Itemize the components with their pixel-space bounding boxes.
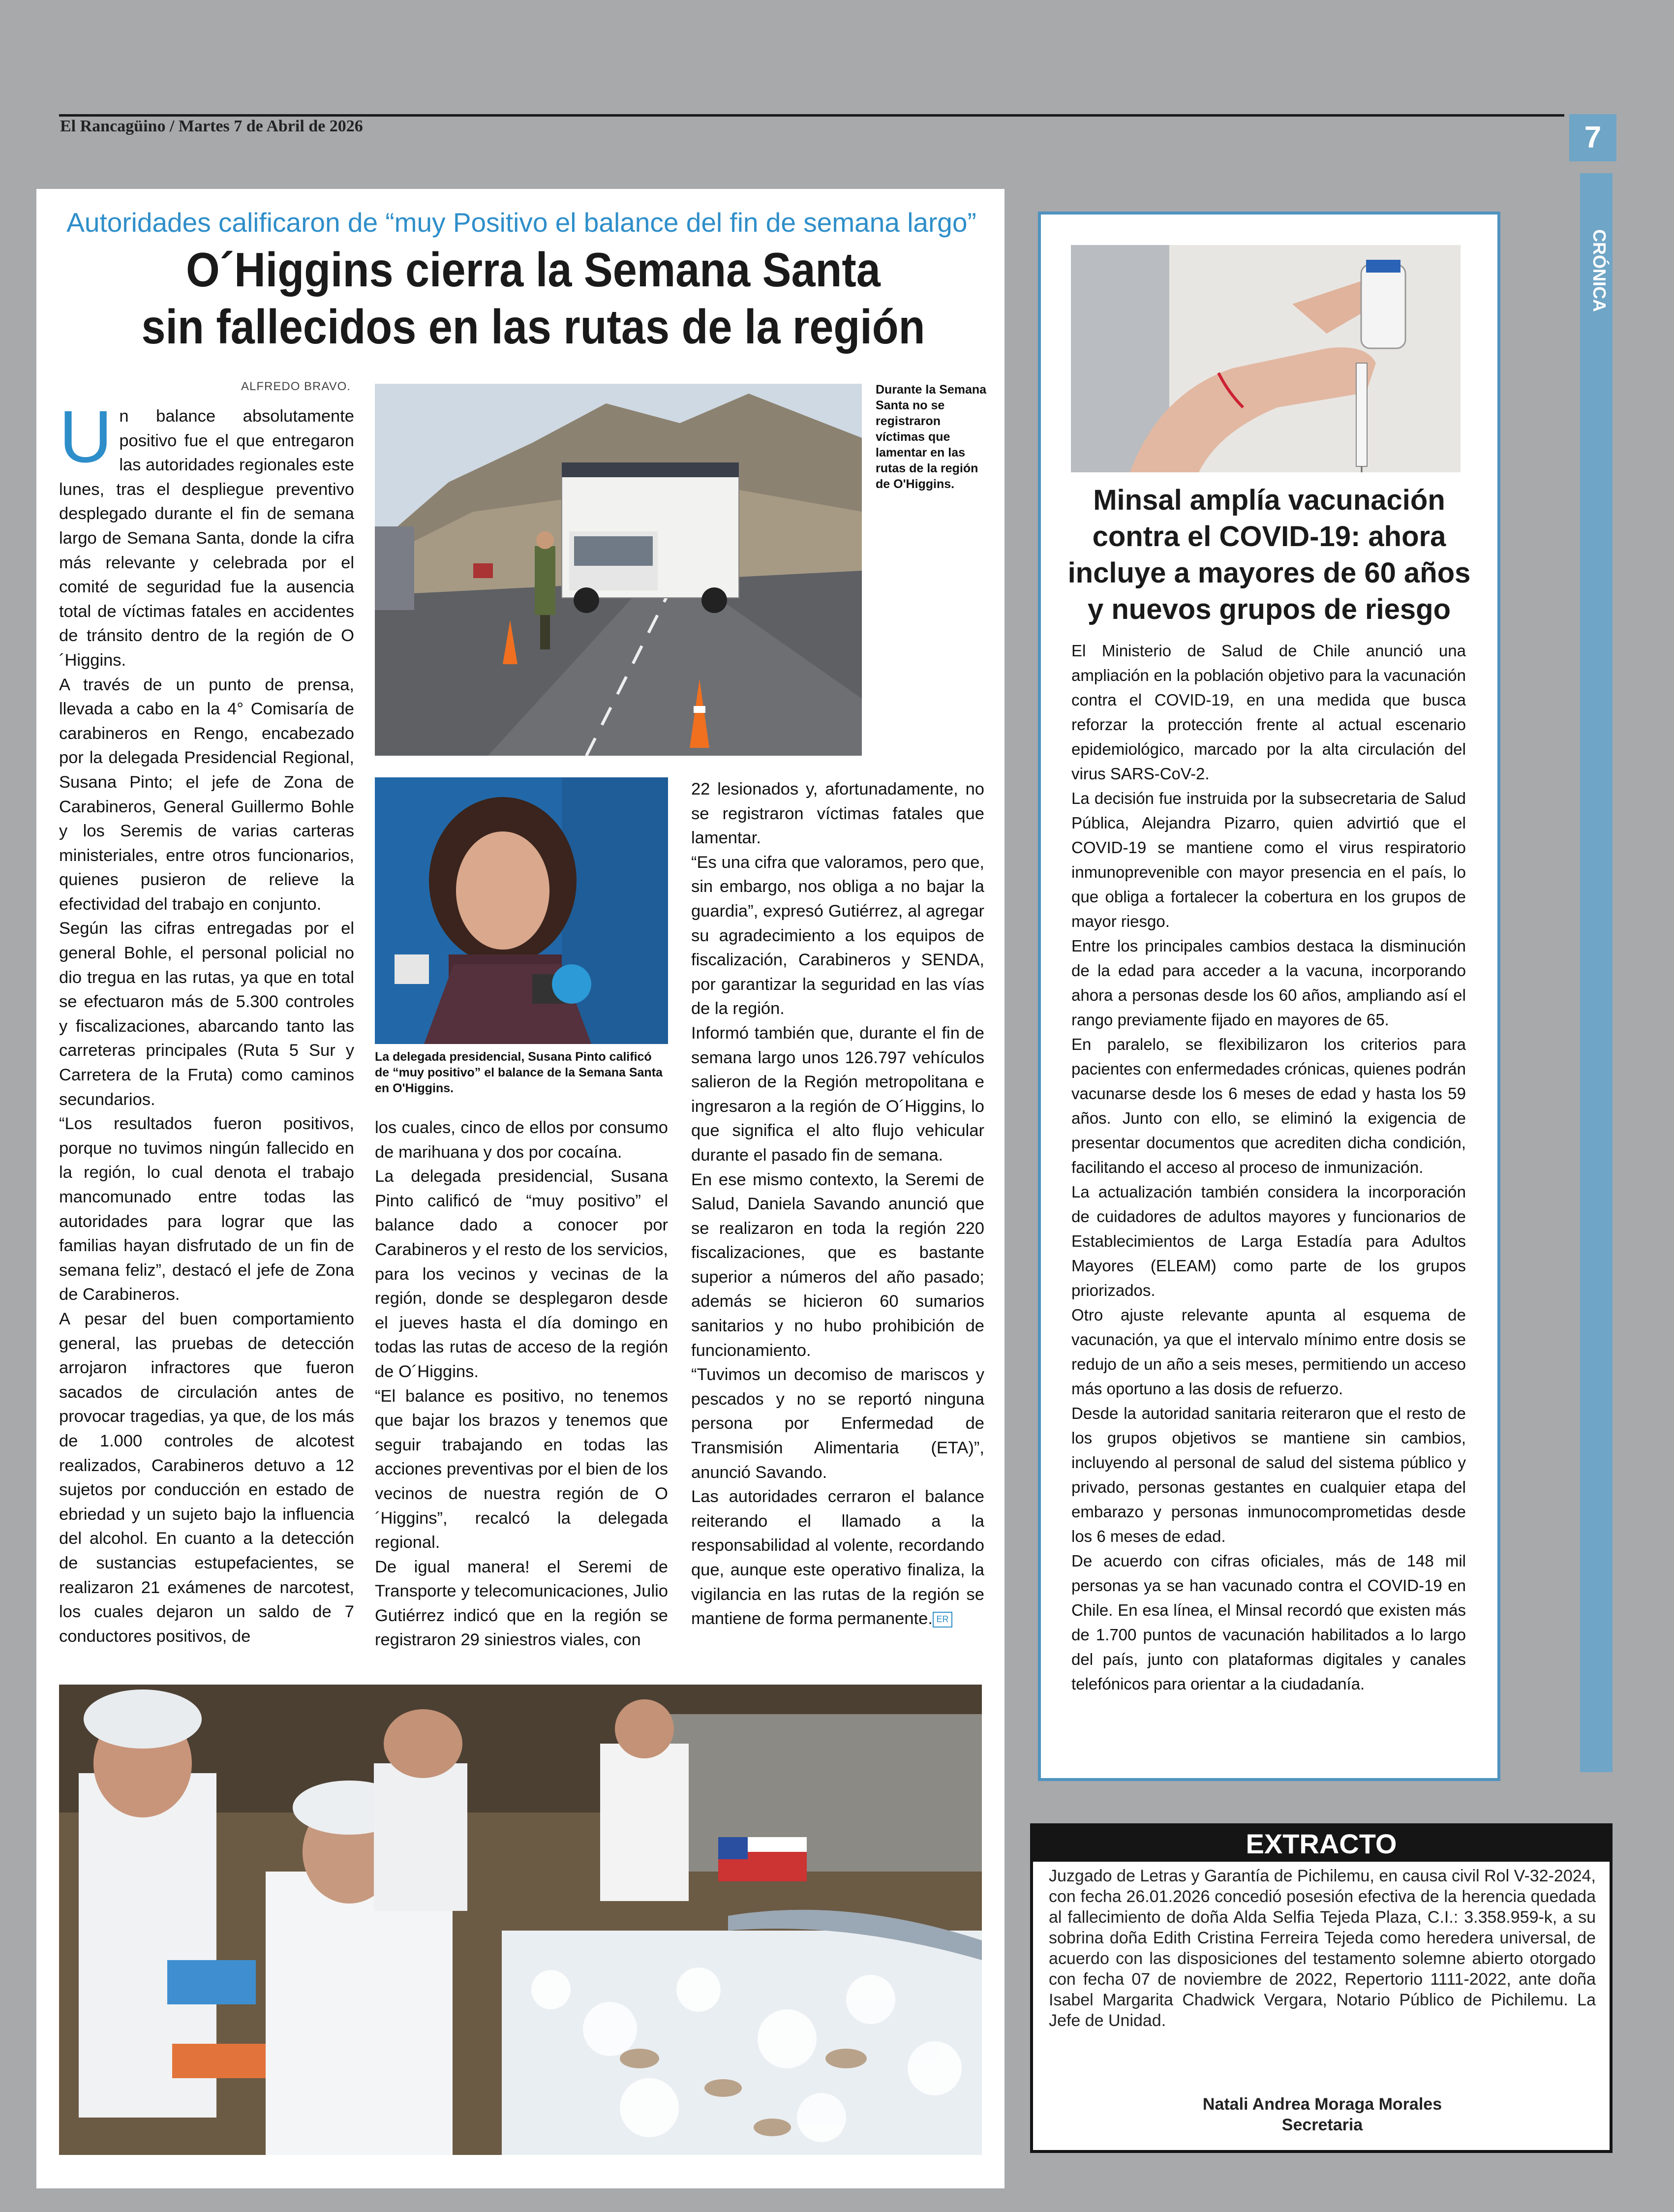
end-of-article-icon: ER (933, 1612, 952, 1628)
section-label: CRÓNICA (1589, 229, 1610, 312)
paragraph: Otro ajuste relevante apunta al esquema de vacunación, ya que el intervalo mínimo entre dosis se redujo de un año a seis meses, permitiendo un acceso más oportuno a las dosis de refuerzo. (1071, 1306, 1466, 1398)
paragraph: 22 lesionados y, afortunadamente, no se registraron víctimas fatales que lamentar. (691, 780, 984, 848)
paragraph: “Tuvimos un decomiso de mariscos y pescados y no se reportó ninguna persona por Enfermedad de Transmisión Alimentaria (ETA)”, anunció Savando. (691, 1365, 984, 1482)
paragraph: En ese mismo contexto, la Seremi de Salud, Daniela Savando anunció que se realizaron en toda la región 220 fiscalizaciones, que es bastante superior a números del año pasado; además se hicieron 60 sumarios sanitarios y no hubo prohibición de funcionamiento. (691, 1170, 984, 1360)
paragraph: Según las cifras entregadas por el general Bohle, el personal policial no dio tregua en las rutas, ya que en total se efectuaron más de 5.300 controles y fiscalizaciones, abarcando tanto las carreteras principales (Ruta 5 Sur y Carretera de la Fruta) como caminos secundarios. (59, 919, 354, 1109)
newspaper-dateline: El Rancagüino / Martes 7 de Abril de 2026 (60, 117, 363, 135)
article-column-2 (375, 1116, 668, 1653)
legal-notice-signature (1049, 2094, 1596, 2135)
paragraph: En paralelo, se flexibilizaron los criterios para pacientes con enfermedades crónicas, quienes podrán vacunarse desde los 6 meses de edad y hasta los 59 años. Junto con ello, se eliminó la exigencia de presentar documentos que acrediten dicha condición, facilitando el acceso al proceso de inmunización. (1071, 1035, 1466, 1176)
page-number: 7 (1569, 114, 1616, 161)
article-headline (91, 241, 976, 355)
signer-name: Natali Andrea Moraga Morales (1202, 2095, 1442, 2114)
paragraph: La actualización también considera la incorporación de cuidadores de adultos mayores y funcionarios de Establecimientos de Larga Estadía para Adultos Mayores (ELEAM) como parte de los grupos priorizados. (1071, 1183, 1466, 1299)
paragraph: Entre los principales cambios destaca la disminución de la edad para acceder a la vacuna, incorporando ahora a personas desde los 60 años, ampliando así el rango previamente fijado en mayores de 65. (1071, 937, 1466, 1029)
section-strip (1580, 173, 1613, 1772)
article-column-3 (691, 777, 984, 1631)
paragraph: La decisión fue instruida por la subsecretaria de Salud Pública, Alejandra Pizarro, quien advirtió que el COVID-19 se mantiene como el virus respiratorio inmunoprevenible con mayor presencia en el país, lo que obliga a fortalecer la cobertura en los grupos de mayor riesgo. (1071, 789, 1466, 930)
paragraph: “Es una cifra que valoramos, pero que, sin embargo, nos obliga a no bajar la guardia”, expresó Gutiérrez, al agregar su agradecimiento a los equipos de fiscalización, Carabineros y SENDA, por garantizar la seguridad en las vías de la región. (691, 853, 984, 1018)
road-checkpoint-photo (375, 384, 862, 756)
side-article-body (1071, 639, 1466, 1696)
article-column-1 (59, 395, 354, 1649)
paragraph: A pesar del buen comportamiento general, las pruebas de detección arrojaron infractores que fueron sacados de circulación antes de provocar tragedias, ya que, de los más de 1.000 controles de alcotest realizados, Carabineros detuvo a 12 sujetos por conducción en estado de ebriedad y un sujeto bajo la influencia del alcohol. En cuanto a la detección de sustancias estupefacientes, se realizaron 21 exámenes de narcotest, los cuales dejaron un saldo de 7 conductores positivos, de (59, 1309, 354, 1646)
photo-caption-delegate: La delegada presidencial, Susana Pinto calificó de “muy positivo” el balance de la Semana Santa en O'Higgins. (375, 1050, 663, 1095)
paragraph: Informó también que, durante el fin de semana largo unos 126.797 vehículos salieron de la Región metropolitana e ingresaron a la región de O´Higgins, lo que significa el alto flujo vehicular durante el pasado fin de semana. (691, 1023, 984, 1165)
byline: ALFREDO BRAVO. (241, 380, 351, 393)
paragraph: A través de un punto de prensa, llevada a cabo en la 4° Comisaría de carabineros en Rengo, encabezado por la delegada Presidencial Regional, Susana Pinto; el jefe de Zona de Carabineros, General Guillermo Bohle y los Seremis de varias carteras ministeriales, entre otros funcionarios, quienes pusieron de relieve la efectividad del trabajo en conjunto. (59, 675, 354, 914)
market-inspection-photo (59, 1685, 982, 2155)
signer-role: Secretaria (1281, 2116, 1363, 2134)
paragraph: Un balance absolutamente positivo fue el que entregaron las autoridades regionales este lunes, tras el despliegue preventivo desplegado durante el fin de semana largo de Semana Santa, donde la cifra más relevante y celebrada por el comité de seguridad fue la ausencia total de víctimas fatales en accidentes de tránsito dentro de la región de O´Higgins. (59, 395, 354, 670)
paragraph: “Los resultados fueron positivos, porque no tuvimos ningún fallecido en la región, lo cual denota el trabajo mancomunado entre todas las autoridades para lograr que las familias hayan disfrutado de un fin de semana feliz”, destacó el jefe de Zona de Carabineros. (59, 1114, 354, 1304)
legal-notice-title: EXTRACTO (1033, 1826, 1610, 1862)
article-kicker: Autoridades calificaron de “muy Positivo el balance del fin de semana largo” (66, 207, 976, 238)
paragraph: Las autoridades cerraron el balance reiterando el llamado a la responsabilidad al volente, recordando que, aunque este operativo finaliza, la vigilancia en las rutas de la región se mantiene de forma permanente. ER (691, 1487, 984, 1628)
header-rule (59, 114, 1564, 117)
paragraph: Desde la autoridad sanitaria reiteraron que el resto de los grupos objetivos se mantiene sin cambios, incluyendo al personal de salud del sistema público y privado, personas gestantes en cualquier etapa del embarazo y personas inmunocomprometidas desde los 6 meses de edad. (1071, 1404, 1466, 1545)
paragraph: “El balance es positivo, no tenemos que bajar los brazos y tenemos que seguir trabajando en todas las acciones preventivas por el bien de los vecinos de nuestra región de O´Higgins”, recalcó la delegada regional. (375, 1386, 668, 1552)
delegate-photo (375, 777, 668, 1044)
photo-caption-road: Durante la Semana Santa no se registraron víctimas que lamentar en las rutas de la región de O'Higgins. (876, 383, 987, 491)
vaccine-photo (1071, 245, 1461, 472)
legal-notice-text: Juzgado de Letras y Garantía de Pichilemu, en causa civil Rol V-32-2024, con fecha 26.01.2026 concedió posesión efectiva de la herencia quedada al fallecimiento de doña Alda Selfia Tejeda Plaza, C.I.: 3.358.959-k, a su sobrina doña Edith Cristina Ferreira Tejeda como heredera universal, de acuerdo con las disposiciones del testamento solemne abierto otorgado con fecha 07 de noviembre de 2022, Repertorio 1111-2022, ante doña Isabel Margarita Chadwick Vergara, Notario Público de Pichilemu. La Jefe de Unidad. (1049, 1867, 1596, 2030)
headline-line-1: O´Higgins cierra la Semana Santa (186, 243, 881, 297)
paragraph: De igual manera! el Seremi de Transporte y telecomunicaciones, Julio Gutiérrez indicó que en la región se registraron 29 siniestros viales, con (375, 1557, 668, 1650)
side-article-title: Minsal amplía vacunación contra el COVID-19: ahora incluye a mayores de 60 años y nuevos grupos de riesgo (1067, 484, 1471, 625)
paragraph: De acuerdo con cifras oficiales, más de 148 mil personas ya se han vacunado contra el COVID-19 en Chile. En esa línea, el Minsal recordó que existen más de 1.700 puntos de vacunación habilitados a lo largo del país, junto con plataformas digitales y canales telefónicos para orientar a la ciudadanía. (1071, 1552, 1466, 1693)
drop-cap: U (59, 395, 113, 478)
paragraph: los cuales, cinco de ellos por consumo de marihuana y dos por cocaína. (375, 1118, 668, 1162)
paragraph: El Ministerio de Salud de Chile anunció una ampliación en la población objetivo para la vacunación contra el COVID-19, en una medida que busca reforzar la protección frente al actual escenario epidemiológico, marcado por la alta circulación del virus SARS-CoV-2. (1071, 642, 1466, 783)
headline-line-2: sin fallecidos en las rutas de la región (141, 300, 925, 354)
paragraph: La delegada presidencial, Susana Pinto calificó de “muy positivo” el balance dado a conocer por Carabineros y el resto de los servicios, para los vecinos y vecinas de la región, donde se desplegaron desde el jueves hasta el día domingo en todas las rutas de acceso de la región de O´Higgins. (375, 1167, 668, 1381)
